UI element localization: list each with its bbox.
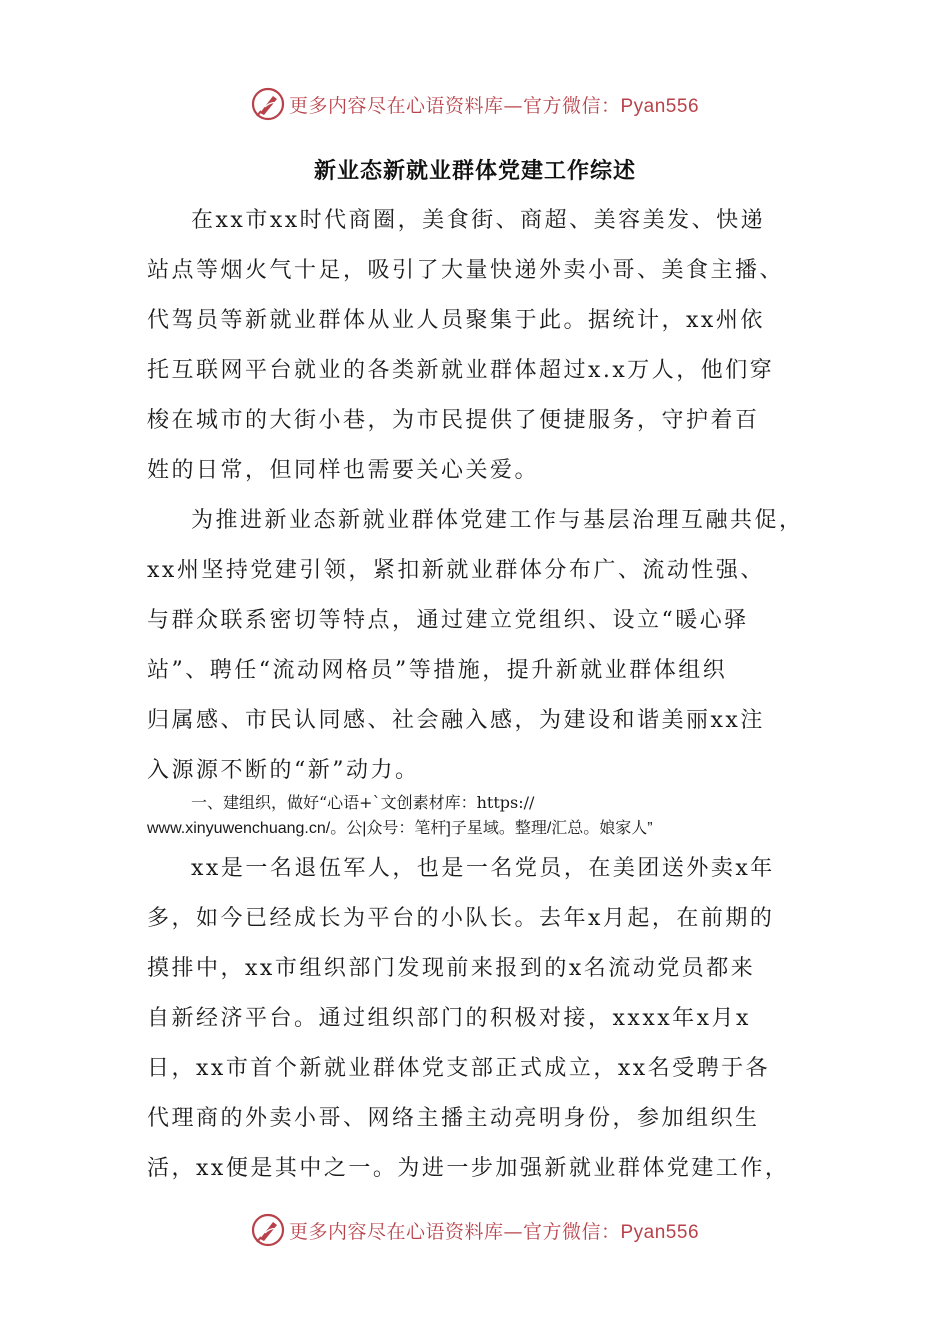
footer-watermark: [0, 1210, 950, 1250]
paragraph-line: 代驾员等新就业群体从业人员聚集于此。据统计，xx州依: [147, 308, 765, 333]
paragraph-line: 托互联网平台就业的各类新就业群体超过x.x万人，他们穿: [147, 358, 775, 383]
section-heading-line: 一、建组织，做好“心语+`文创素材库：https://: [191, 793, 535, 812]
paragraph-line: 在xx市xx时代商圈，美食街、商超、美容美发、快递: [191, 208, 766, 233]
quill-pen-logo-icon: [251, 87, 285, 121]
paragraph-line: 梭在城市的大街小巷，为市民提供了便捷服务，守护着百: [147, 408, 760, 433]
paragraph-3: [147, 844, 817, 1194]
paragraph-line: 为推进新业态新就业群体党建工作与基层治理互融共促，: [191, 508, 804, 533]
paragraph-line: 日，xx市首个新就业群体党支部正式成立，xx名受聘于各: [147, 1056, 771, 1081]
paragraph-1: [147, 196, 817, 496]
paragraph-line: 站点等烟火气十足，吸引了大量快递外卖小哥、美食主播、: [147, 258, 785, 283]
header-watermark: [0, 84, 950, 124]
paragraph-line: 自新经济平台。通过组织部门的积极对接，xxxx年x月x: [147, 1006, 751, 1031]
paragraph-line: 站”、聘任“流动网格员”等措施，提升新就业群体组织: [147, 658, 728, 683]
document-title: 新业态新就业群体党建工作综述: [313, 158, 636, 184]
paragraph-line: 姓的日常，但同样也需要关心关爱。: [147, 458, 540, 483]
paragraph-line: 入源源不断的“新”动力。: [147, 758, 420, 783]
watermark-wechat-id: Pyan556: [620, 1221, 700, 1243]
paragraph-line: 归属感、市民认同感、社会融入感，为建设和谐美丽xx注: [147, 708, 765, 733]
paragraph-line: 与群众联系密切等特点，通过建立党组织、设立“暖心驿: [147, 608, 749, 633]
paragraph-line: 摸排中，xx市组织部门发现前来报到的x名流动党员都来: [147, 956, 756, 981]
watermark-wechat-id: Pyan556: [620, 95, 700, 117]
paragraph-2: [147, 496, 817, 796]
paragraph-line: 代理商的外卖小哥、网络主播主动亮明身份，参加组织生: [147, 1106, 760, 1131]
paragraph-line: 多，如今已经成长为平台的小队长。去年x月起，在前期的: [147, 906, 775, 931]
quill-pen-logo-icon: [251, 1213, 285, 1247]
watermark-text: 更多内容尽在心语资料库—官方微信：Pyan556: [288, 1220, 700, 1243]
section-heading-line: www.xinyuwenchuang.cn/。公|众号：笔杆]子星域。整理/汇总。娘家人”: [147, 820, 653, 837]
paragraph-line: xx州坚持党建引领，紧扣新就业群体分布广、流动性强、: [147, 558, 765, 583]
watermark-text: 更多内容尽在心语资料库—官方微信：Pyan556: [288, 94, 700, 117]
paragraph-line: xx是一名退伍军人，也是一名党员，在美团送外卖x年: [191, 856, 775, 881]
paragraph-line: 活，xx便是其中之一。为进一步加强新就业群体党建工作，: [147, 1156, 790, 1181]
section-heading: [147, 790, 837, 842]
